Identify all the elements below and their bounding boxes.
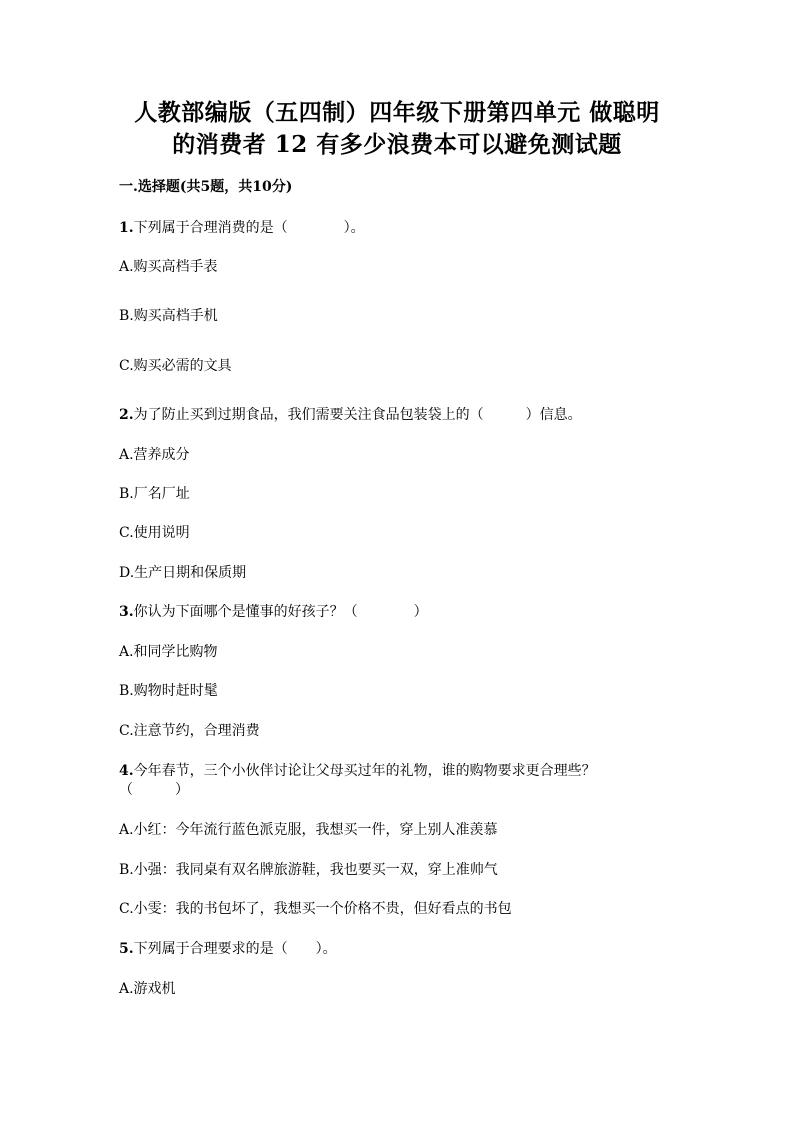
question-text: 你认为下面哪个是懂事的好孩子？（ ） — [133, 604, 428, 620]
question-4 — [119, 761, 596, 781]
question-number: 4. — [119, 763, 134, 779]
question-4-option-a: A.小红：今年流行蓝色派克服，我想买一件，穿上别人准羡慕 — [119, 822, 498, 838]
question-1 — [119, 218, 365, 238]
question-5-option-a: A.游戏机 — [119, 981, 176, 997]
section-heading: 一.选择题(共5题，共10分) — [119, 179, 293, 195]
question-3-option-a: A.和同学比购物 — [119, 644, 218, 660]
question-2 — [119, 405, 582, 425]
question-3-option-b: B.购物时赶时髦 — [119, 683, 218, 699]
question-2-option-b: B.厂名厂址 — [119, 486, 190, 502]
question-4-option-b: B.小强：我同桌有双名牌旅游鞋，我也要买一双，穿上准帅气 — [119, 862, 498, 878]
question-text: 下列属于合理消费的是（ ）。 — [133, 220, 365, 236]
question-4-continuation: （ ） — [119, 782, 189, 798]
question-4-option-c: C.小雯：我的书包坏了，我想买一个价格不贵，但好看点的书包 — [119, 901, 512, 917]
question-3 — [119, 602, 428, 622]
question-number: 3. — [119, 604, 134, 620]
question-number: 1. — [119, 220, 134, 236]
question-text: 下列属于合理要求的是（ ）。 — [133, 941, 337, 957]
question-5 — [119, 939, 337, 959]
question-text: 为了防止买到过期食品，我们需要关注食品包装袋上的（ ）信息。 — [133, 407, 582, 423]
question-text: 今年春节，三个小伙伴讨论让父母买过年的礼物，谁的购物要求更合理些？ — [133, 763, 596, 779]
question-number: 2. — [119, 407, 134, 423]
question-2-option-c: C.使用说明 — [119, 525, 190, 541]
question-number: 5. — [119, 941, 134, 957]
question-3-option-c: C.注意节约，合理消费 — [119, 723, 260, 739]
question-1-option-c: C.购买必需的文具 — [119, 358, 232, 374]
document-title-line-2: 的消费者 12 有多少浪费本可以避免测试题 — [172, 131, 622, 158]
document-title-line-1: 人教部编版（五四制）四年级下册第四单元 做聪明 — [134, 99, 660, 126]
question-1-option-a: A.购买高档手表 — [119, 259, 218, 275]
question-2-option-a: A.营养成分 — [119, 447, 190, 463]
question-2-option-d: D.生产日期和保质期 — [119, 565, 247, 581]
question-1-option-b: B.购买高档手机 — [119, 308, 218, 324]
